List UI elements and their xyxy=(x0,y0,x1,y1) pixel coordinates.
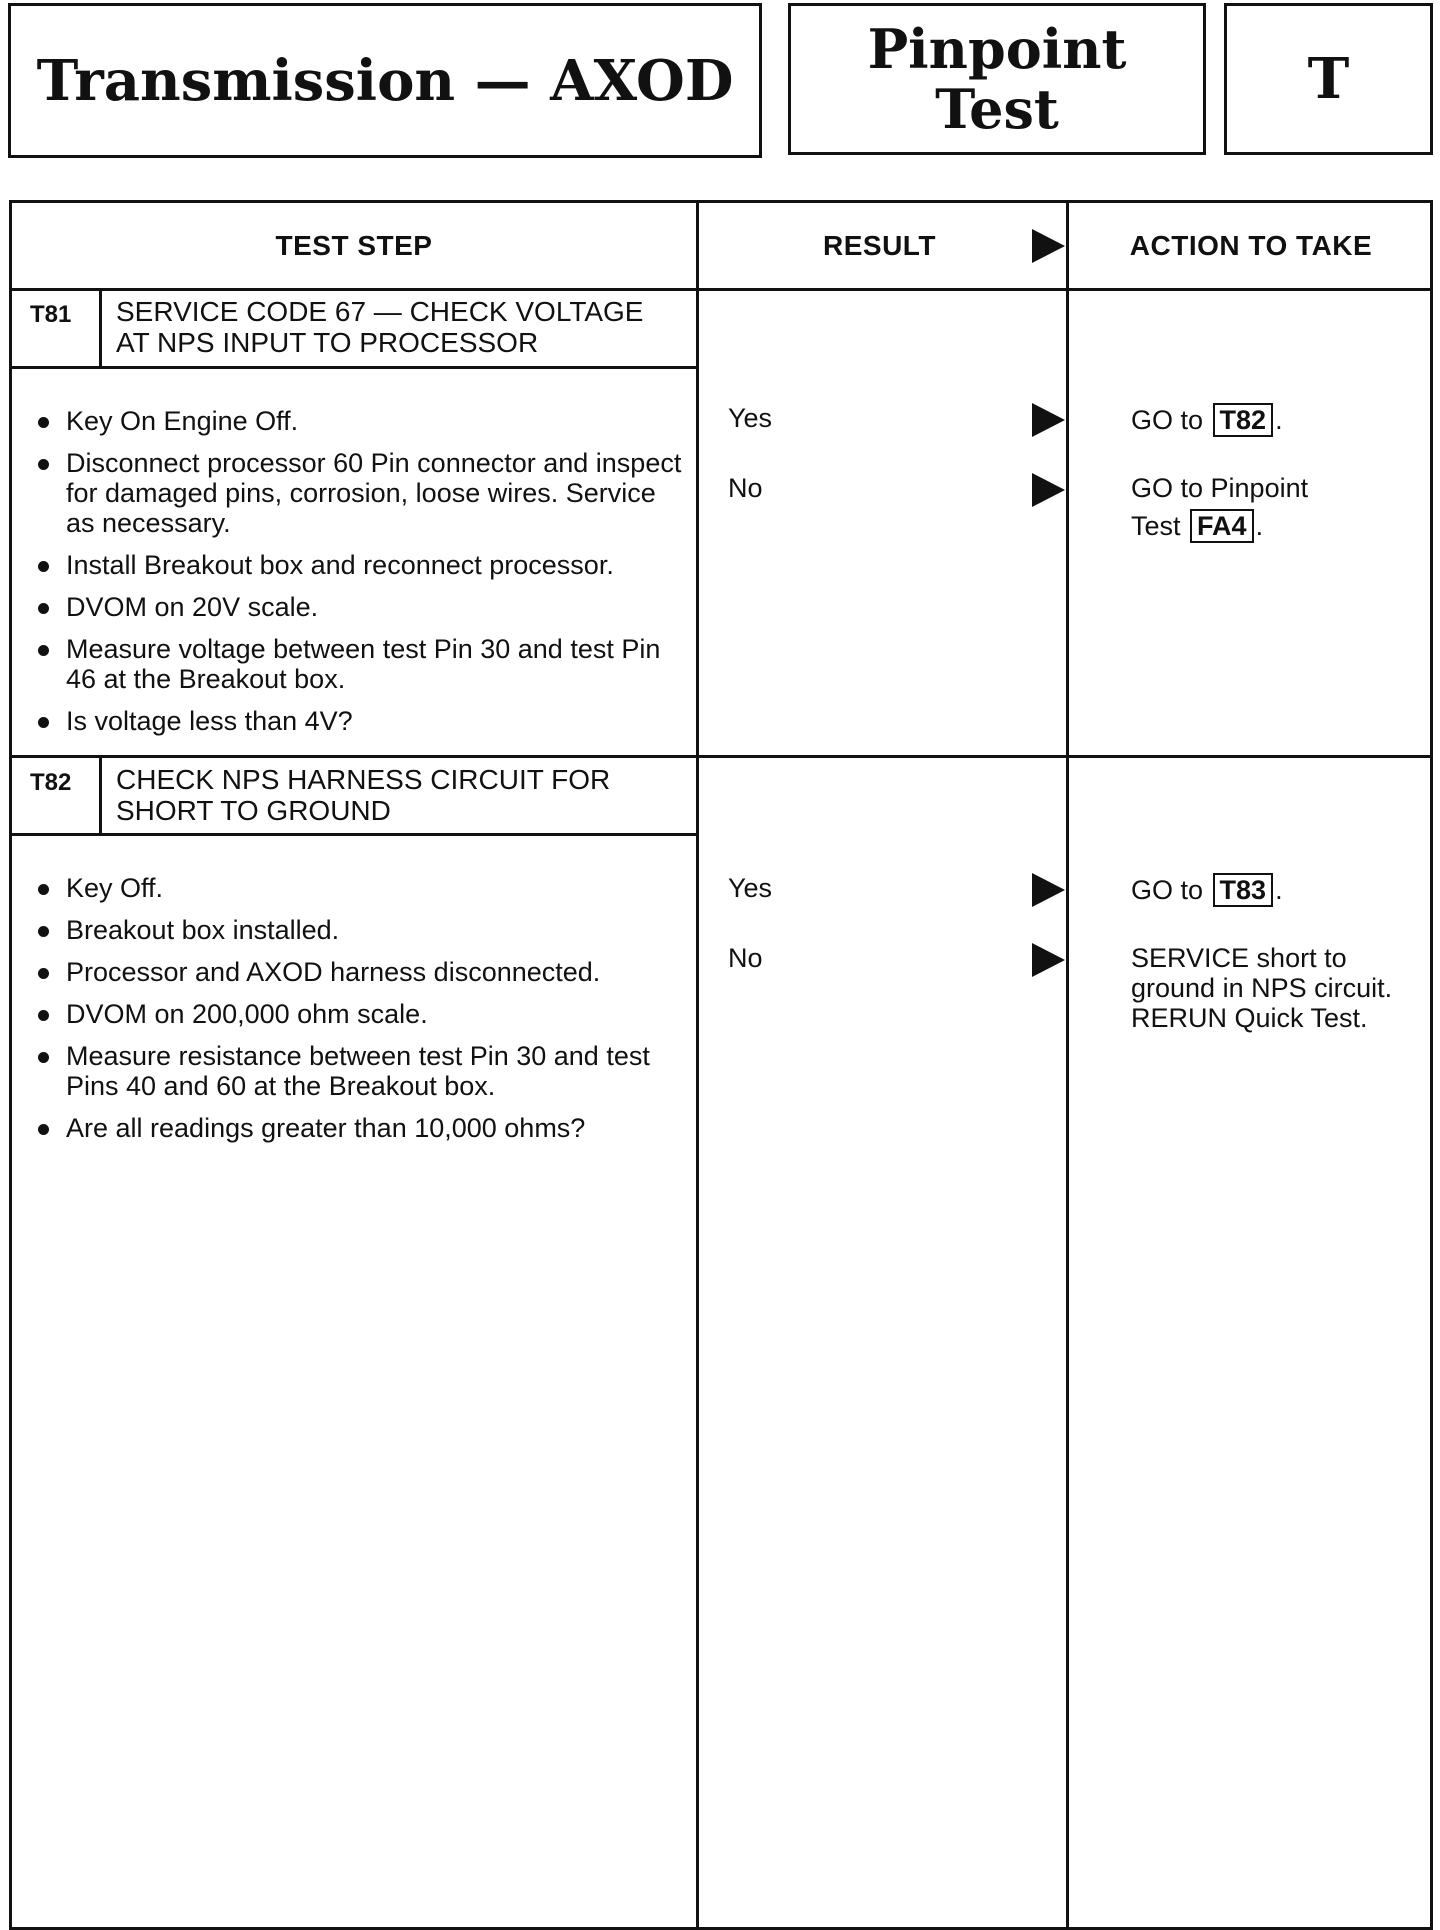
step-id-divider xyxy=(99,291,102,368)
step-title-t82 xyxy=(116,764,610,826)
list-item: Processor and AXOD harness disconnected. xyxy=(36,957,686,987)
action-text: RERUN Quick Test. xyxy=(1131,1003,1368,1033)
action-text: GO to xyxy=(1131,875,1204,905)
result-arrow-icon xyxy=(1032,403,1065,437)
result-arrow-icon xyxy=(1032,943,1065,977)
action-text: . xyxy=(1275,875,1283,905)
column-divider-result xyxy=(696,203,699,1927)
action-t81-no xyxy=(1131,473,1308,543)
document-title-box xyxy=(8,3,762,158)
test-label: Test xyxy=(935,77,1059,141)
column-header-test-step: TEST STEP xyxy=(275,229,433,261)
list-item: Install Breakout box and reconnect processor. xyxy=(36,550,686,580)
action-text: SERVICE short to xyxy=(1131,943,1347,973)
pinpoint-label: Pinpoint xyxy=(867,17,1127,81)
result-yes-t82: Yes xyxy=(728,873,773,903)
action-text: . xyxy=(1275,405,1283,435)
list-item: Measure resistance between test Pin 30 and test Pins 40 and 60 at the Breakout box. xyxy=(36,1041,686,1101)
action-text: Test xyxy=(1131,511,1181,541)
action-t82-no xyxy=(1131,943,1392,1033)
pinpoint-reference-fa4[interactable]: FA4 xyxy=(1190,509,1254,543)
section-letter: T xyxy=(1307,46,1350,112)
result-arrow-icon xyxy=(1032,473,1065,507)
list-item: Is voltage less than 4V? xyxy=(36,706,686,736)
result-no-t82: No xyxy=(728,943,763,973)
action-t82-yes xyxy=(1131,873,1283,907)
action-t81-yes xyxy=(1131,403,1283,437)
step-title-line: SHORT TO GROUND xyxy=(116,795,391,826)
step-title-underline xyxy=(12,366,696,369)
pinpoint-test-table xyxy=(9,200,1433,1930)
list-item: Key On Engine Off. xyxy=(36,406,686,436)
result-yes-t81: Yes xyxy=(728,403,773,433)
pinpoint-test-box xyxy=(788,3,1206,155)
result-no-t81: No xyxy=(728,473,763,503)
list-item: DVOM on 20V scale. xyxy=(36,592,686,622)
result-arrow-icon xyxy=(1032,873,1065,907)
step-row-divider xyxy=(12,755,1430,758)
header-row-divider xyxy=(12,288,1430,291)
step-id-divider xyxy=(99,758,102,835)
list-item: DVOM on 200,000 ohm scale. xyxy=(36,999,686,1029)
step-id-t82: T82 xyxy=(30,769,72,796)
step-reference-t83[interactable]: T83 xyxy=(1213,873,1274,907)
column-header-action: ACTION TO TAKE xyxy=(1129,229,1373,261)
list-item: Disconnect processor 60 Pin connector and inspect for damaged pins, corrosion, loose wires. Service as necessary. xyxy=(36,448,686,538)
list-item: Breakout box installed. xyxy=(36,915,686,945)
step-title-line: CHECK NPS HARNESS CIRCUIT FOR xyxy=(116,764,611,795)
section-letter-box xyxy=(1224,3,1433,155)
action-text: . xyxy=(1255,511,1264,541)
step-reference-t82[interactable]: T82 xyxy=(1213,403,1274,437)
action-text: GO to xyxy=(1131,405,1204,435)
step-title-t81 xyxy=(116,296,643,358)
list-item: Key Off. xyxy=(36,873,686,903)
document-title: Transmission — AXOD xyxy=(36,47,734,114)
result-arrow-icon xyxy=(1032,229,1065,263)
step-title-line: AT NPS INPUT TO PROCESSOR xyxy=(116,327,539,358)
column-divider-action xyxy=(1066,203,1069,1927)
list-item: Measure voltage between test Pin 30 and test Pin 46 at the Breakout box. xyxy=(36,634,686,694)
column-header-result: RESULT xyxy=(823,229,936,261)
step-t82-instructions xyxy=(36,873,686,1143)
step-t81-instructions xyxy=(36,406,686,736)
step-title-underline xyxy=(12,833,696,836)
action-text: ground in NPS circuit. xyxy=(1131,973,1393,1003)
step-id-t81: T81 xyxy=(30,301,72,328)
action-text: GO to Pinpoint xyxy=(1131,473,1309,503)
step-title-line: SERVICE CODE 67 — CHECK VOLTAGE xyxy=(116,296,644,327)
list-item: Are all readings greater than 10,000 ohms? xyxy=(36,1113,686,1143)
